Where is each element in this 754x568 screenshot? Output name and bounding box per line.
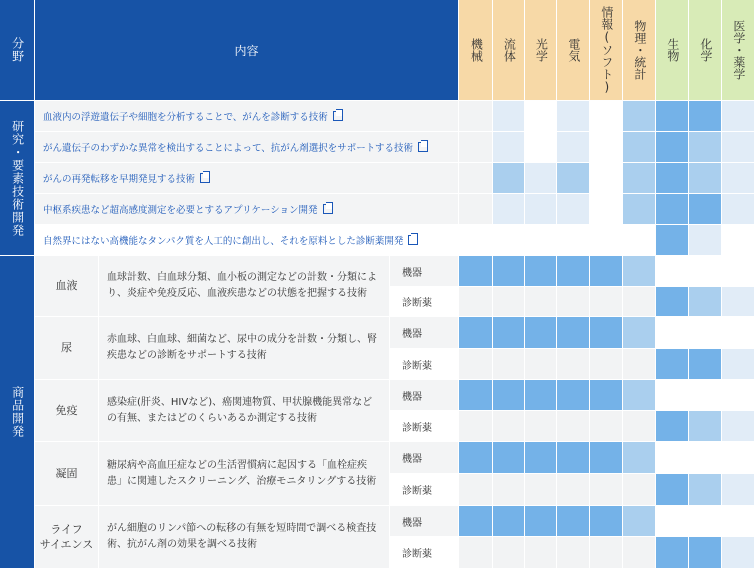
research-level-cell-fluid (493, 163, 524, 193)
drug-level-cell-biology (656, 349, 688, 379)
drug-level-cell-electrical (557, 474, 589, 505)
drug-label (390, 287, 458, 316)
device-level-cell-software (590, 442, 622, 473)
product-name (35, 380, 98, 441)
drug-level-cell-mechanical (459, 287, 492, 316)
research-item-text[interactable]: がん遺伝子のわずかな異常を検出することによって、抗がん剤選択をサポートする技術 (43, 143, 414, 154)
drug-level-cell-medicine-pharmacy (722, 474, 754, 505)
research-item-text[interactable]: がんの再発転移を早期発見する技術 (43, 174, 196, 185)
product-name-text (40, 522, 93, 553)
device-level-cell-biology (656, 256, 688, 286)
device-level-cell-physics-statistics (623, 380, 655, 410)
device-level-cell-medicine-pharmacy (722, 442, 754, 473)
device-level-cell-fluid (493, 317, 524, 348)
research-section-label (0, 101, 34, 255)
drug-level-cell-chemistry (689, 349, 721, 379)
product-description (99, 256, 389, 316)
research-section-text: 研究・要素技術開発 (10, 119, 25, 237)
drug-level-cell-optics (525, 349, 556, 379)
research-level-cell-electrical (557, 225, 589, 255)
research-level-cell-electrical (557, 101, 589, 131)
device-level-cell-fluid (493, 442, 524, 473)
product-name-text: 尿 (61, 341, 72, 355)
drug-level-cell-optics (525, 411, 556, 441)
device-label-text: 機器 (402, 454, 422, 465)
research-level-cell-optics (525, 225, 556, 255)
drug-level-cell-chemistry (689, 537, 721, 568)
external-link-icon (323, 204, 333, 214)
research-level-cell-mechanical (459, 194, 492, 224)
drug-level-cell-optics (525, 287, 556, 316)
drug-level-cell-biology (656, 537, 688, 568)
drug-level-cell-physics-statistics (623, 474, 655, 505)
research-level-cell-chemistry (689, 163, 721, 193)
device-level-cell-software (590, 380, 622, 410)
drug-level-cell-mechanical (459, 411, 492, 441)
research-level-cell-medicine-pharmacy (722, 163, 754, 193)
drug-level-cell-software (590, 537, 622, 568)
device-level-cell-medicine-pharmacy (722, 380, 754, 410)
column-header-label: 電気 (566, 38, 581, 62)
research-level-cell-biology (656, 225, 688, 255)
drug-label-text: 診断薬 (402, 422, 432, 434)
drug-level-cell-software (590, 349, 622, 379)
column-header-label: 医学・薬学 (731, 20, 746, 80)
drug-label (390, 537, 458, 568)
device-level-cell-physics-statistics (623, 256, 655, 286)
drug-level-cell-biology (656, 287, 688, 316)
device-level-cell-mechanical (459, 506, 492, 536)
research-level-cell-fluid (493, 194, 524, 224)
device-level-cell-mechanical (459, 442, 492, 473)
device-level-cell-electrical (557, 317, 589, 348)
drug-level-cell-chemistry (689, 287, 721, 316)
research-level-cell-mechanical (459, 132, 492, 162)
research-level-cell-software (590, 132, 622, 162)
product-description-text: 血球計数、白血球分類、血小板の測定などの計数・分類により、炎症や免疫反応、血液疾患などの状態を把握する技術 (107, 272, 377, 299)
device-level-cell-fluid (493, 256, 524, 286)
drug-level-cell-mechanical (459, 349, 492, 379)
research-level-cell-mechanical (459, 101, 492, 131)
device-level-cell-software (590, 506, 622, 536)
research-level-cell-software (590, 225, 622, 255)
drug-level-cell-electrical (557, 537, 589, 568)
device-level-cell-software (590, 256, 622, 286)
product-description-text: 感染症(肝炎、HIVなど)、癌関連物質、甲状腺機能異常などの有無、またはどのくらいあるか測定する技術 (107, 396, 373, 424)
device-level-cell-mechanical (459, 256, 492, 286)
device-level-cell-optics (525, 317, 556, 348)
drug-label-text: 診断薬 (402, 486, 432, 497)
research-level-cell-chemistry (689, 194, 721, 224)
research-level-cell-physics-statistics (623, 225, 655, 255)
research-level-cell-biology (656, 163, 688, 193)
device-label-text: 機器 (402, 391, 422, 403)
research-level-cell-biology (656, 132, 688, 162)
device-label (390, 442, 458, 473)
research-item-text[interactable]: 自然界にはない高機能なタンパク質を人工的に創出し、それを原料とした診断薬開発 (43, 236, 404, 247)
field-header (0, 0, 34, 100)
product-name (35, 506, 98, 568)
product-description (99, 442, 389, 505)
device-level-cell-mechanical (459, 317, 492, 348)
product-section-label (0, 256, 34, 568)
column-header-medicine-pharmacy (722, 0, 754, 100)
product-section-text: 商品開発 (10, 386, 25, 438)
drug-label-text: 診断薬 (402, 549, 432, 560)
research-item-link[interactable] (35, 101, 458, 131)
drug-level-cell-biology (656, 474, 688, 505)
research-level-cell-optics (525, 194, 556, 224)
product-description (99, 506, 389, 568)
column-header-fluid (493, 0, 524, 100)
drug-level-cell-medicine-pharmacy (722, 411, 754, 441)
research-level-cell-chemistry (689, 101, 721, 131)
column-header-electrical (557, 0, 589, 100)
research-level-cell-biology (656, 101, 688, 131)
research-level-cell-medicine-pharmacy (722, 194, 754, 224)
product-name (35, 442, 98, 505)
product-description-text: がん細胞のリンパ節への転移の有無を短時間で調べる検査技術、抗がん剤の効果を調べる技術 (107, 523, 377, 550)
column-header-label: 物理・統計 (632, 20, 647, 80)
device-level-cell-biology (656, 317, 688, 348)
drug-label (390, 474, 458, 505)
product-name-line: サイエンス (39, 538, 94, 551)
research-level-cell-fluid (493, 101, 524, 131)
research-level-cell-chemistry (689, 132, 721, 162)
research-level-cell-electrical (557, 132, 589, 162)
device-level-cell-electrical (557, 380, 589, 410)
product-name-text: 免疫 (55, 403, 78, 417)
drug-level-cell-mechanical (459, 474, 492, 505)
drug-level-cell-fluid (493, 287, 524, 316)
device-level-cell-optics (525, 506, 556, 536)
product-name-line: ライフ (50, 522, 83, 536)
device-level-cell-fluid (493, 380, 524, 410)
device-level-cell-software (590, 317, 622, 348)
device-level-cell-physics-statistics (623, 506, 655, 536)
research-level-cell-electrical (557, 163, 589, 193)
column-header-label: 流体 (502, 38, 517, 62)
column-header-chemistry (689, 0, 721, 100)
research-level-cell-software (590, 163, 622, 193)
external-link-icon (333, 111, 343, 121)
device-level-cell-physics-statistics (623, 317, 655, 348)
research-level-cell-optics (525, 132, 556, 162)
product-description-text: 赤血球、白血球、細菌など、尿中の成分を計数・分類し、腎疾患などの診断をサポートする技術 (107, 334, 377, 361)
drug-label (390, 349, 458, 379)
drug-level-cell-software (590, 474, 622, 505)
research-level-cell-physics-statistics (623, 132, 655, 162)
drug-level-cell-fluid (493, 349, 524, 379)
product-description (99, 380, 389, 441)
drug-level-cell-biology (656, 411, 688, 441)
drug-level-cell-chemistry (689, 474, 721, 505)
column-header-label: 光学 (534, 38, 549, 62)
product-name-text: 凝固 (55, 466, 78, 480)
device-level-cell-medicine-pharmacy (722, 506, 754, 536)
drug-level-cell-medicine-pharmacy (722, 537, 754, 568)
research-level-cell-medicine-pharmacy (722, 101, 754, 131)
device-level-cell-biology (656, 506, 688, 536)
drug-level-cell-fluid (493, 537, 524, 568)
research-level-cell-physics-statistics (623, 101, 655, 131)
device-level-cell-optics (525, 380, 556, 410)
research-level-cell-software (590, 194, 622, 224)
product-name-text: 血液 (55, 279, 78, 293)
drug-level-cell-software (590, 287, 622, 316)
device-level-cell-fluid (493, 506, 524, 536)
research-level-cell-biology (656, 194, 688, 224)
device-level-cell-chemistry (689, 506, 721, 536)
external-link-icon (418, 142, 428, 152)
research-level-cell-physics-statistics (623, 163, 655, 193)
drug-level-cell-physics-statistics (623, 411, 655, 441)
research-item-link[interactable] (35, 194, 458, 224)
research-item-link[interactable] (35, 132, 458, 162)
research-level-cell-optics (525, 101, 556, 131)
research-level-cell-mechanical (459, 225, 492, 255)
drug-label-text: 診断薬 (402, 298, 432, 309)
device-label (390, 380, 458, 410)
drug-level-cell-optics (525, 537, 556, 568)
research-level-cell-software (590, 101, 622, 131)
drug-label (390, 411, 458, 441)
research-level-cell-optics (525, 163, 556, 193)
device-label-text: 機器 (402, 329, 422, 340)
device-label (390, 317, 458, 348)
column-header-label: 化学 (698, 38, 713, 62)
content-header-label: 内容 (234, 43, 259, 58)
device-level-cell-optics (525, 442, 556, 473)
device-level-cell-chemistry (689, 442, 721, 473)
product-name (35, 256, 98, 316)
research-level-cell-electrical (557, 194, 589, 224)
device-level-cell-chemistry (689, 256, 721, 286)
device-level-cell-chemistry (689, 380, 721, 410)
product-name (35, 317, 98, 379)
column-header-label: 情報(ソフト) (599, 6, 614, 94)
device-level-cell-chemistry (689, 317, 721, 348)
column-header-optics (525, 0, 556, 100)
device-level-cell-medicine-pharmacy (722, 317, 754, 348)
drug-level-cell-medicine-pharmacy (722, 287, 754, 316)
device-level-cell-physics-statistics (623, 442, 655, 473)
device-level-cell-biology (656, 380, 688, 410)
drug-level-cell-physics-statistics (623, 349, 655, 379)
device-label-text: 機器 (402, 267, 422, 279)
research-level-cell-mechanical (459, 163, 492, 193)
field-header-label: 分野 (10, 37, 25, 63)
drug-level-cell-medicine-pharmacy (722, 349, 754, 379)
research-level-cell-medicine-pharmacy (722, 132, 754, 162)
device-label (390, 256, 458, 286)
device-level-cell-electrical (557, 256, 589, 286)
column-header-mechanical (459, 0, 492, 100)
research-level-cell-physics-statistics (623, 194, 655, 224)
drug-level-cell-optics (525, 474, 556, 505)
device-label-text: 機器 (402, 517, 422, 529)
drug-level-cell-fluid (493, 474, 524, 505)
device-level-cell-biology (656, 442, 688, 473)
device-level-cell-electrical (557, 506, 589, 536)
research-level-cell-chemistry (689, 225, 721, 255)
content-header (35, 0, 458, 100)
product-description-text: 糖尿病や高血圧症などの生活習慣病に起因する「血栓症疾患」に関連したスクリーニング、治療モニタリングする技術 (107, 459, 377, 487)
drug-level-cell-electrical (557, 287, 589, 316)
external-link-icon (200, 173, 210, 183)
external-link-icon (408, 235, 418, 245)
drug-level-cell-fluid (493, 411, 524, 441)
research-level-cell-fluid (493, 225, 524, 255)
drug-level-cell-physics-statistics (623, 537, 655, 568)
device-label (390, 506, 458, 536)
research-item-link[interactable] (35, 225, 458, 255)
drug-label-text: 診断薬 (402, 360, 432, 372)
drug-level-cell-physics-statistics (623, 287, 655, 316)
column-header-label: 機械 (469, 38, 484, 62)
drug-level-cell-software (590, 411, 622, 441)
research-item-text[interactable]: 中枢系疾患など超高感度測定を必要とするアプリケーション開発 (43, 205, 318, 216)
drug-level-cell-chemistry (689, 411, 721, 441)
column-header-physics-statistics (623, 0, 655, 100)
column-header-biology (656, 0, 688, 100)
product-description (99, 317, 389, 379)
research-level-cell-fluid (493, 132, 524, 162)
device-level-cell-medicine-pharmacy (722, 256, 754, 286)
research-item-link[interactable] (35, 163, 458, 193)
drug-level-cell-mechanical (459, 537, 492, 568)
drug-level-cell-electrical (557, 411, 589, 441)
device-level-cell-electrical (557, 442, 589, 473)
column-header-software (590, 0, 622, 100)
device-level-cell-mechanical (459, 380, 492, 410)
drug-level-cell-electrical (557, 349, 589, 379)
research-level-cell-medicine-pharmacy (722, 225, 754, 255)
column-header-label: 生物 (665, 38, 680, 62)
research-item-text[interactable]: 血液内の浮遊遺伝子や細胞を分析することで、がんを診断する技術 (43, 112, 328, 123)
device-level-cell-optics (525, 256, 556, 286)
